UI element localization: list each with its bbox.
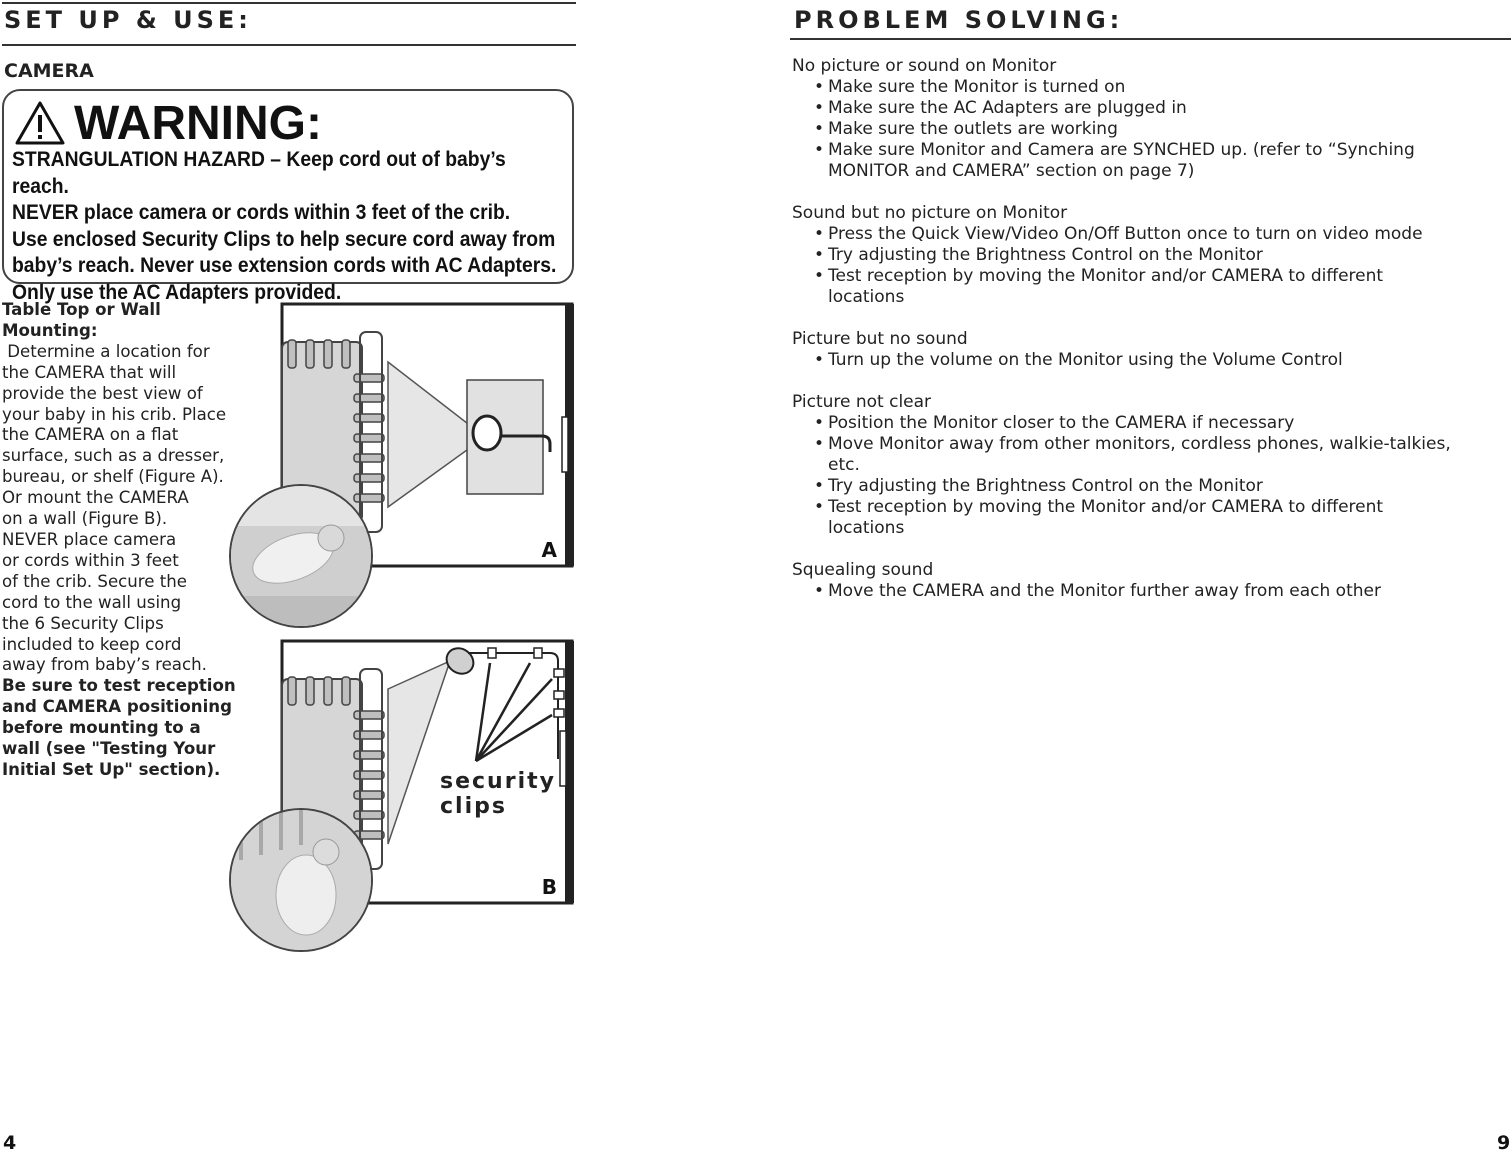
- solution-line: Try adjusting the Brightness Control on the Monitor: [828, 245, 1263, 265]
- mounting-line: the 6 Security Clips: [2, 613, 164, 633]
- problem-group: [792, 56, 1504, 182]
- problem-heading: Squealing sound: [792, 560, 934, 580]
- warning-triangle-icon: [14, 100, 66, 146]
- solution-line: Move Monitor away from other monitors, cordless phones, walkie-talkies,: [828, 434, 1451, 454]
- bullet-icon: •: [814, 413, 825, 433]
- solution-item: [792, 497, 1504, 539]
- solution-list: [792, 224, 1504, 308]
- section-title: PROBLEM SOLVING:: [794, 6, 1124, 34]
- problem-group: [792, 329, 1504, 371]
- solution-item: [792, 476, 1504, 497]
- problem-group: [792, 203, 1504, 308]
- left-page: [0, 0, 580, 1154]
- right-page: [790, 0, 1511, 1154]
- mounting-line: of the crib. Secure the: [2, 571, 187, 591]
- mounting-note: Initial Set Up" section).: [2, 759, 221, 779]
- bullet-icon: •: [814, 266, 825, 286]
- security-clips-label-line: security: [440, 769, 556, 794]
- mounting-line: your baby in his crib. Place: [2, 404, 227, 424]
- security-clips-label: [440, 769, 556, 819]
- solution-item: [792, 434, 1504, 476]
- mounting-line: on a wall (Figure B).: [2, 509, 168, 529]
- solution-line: Try adjusting the Brightness Control on the Monitor: [828, 476, 1263, 496]
- solution-item: [792, 581, 1504, 602]
- solution-line: locations: [828, 287, 905, 307]
- problem-heading: Picture not clear: [792, 392, 932, 412]
- bullet-icon: •: [814, 245, 825, 265]
- problem-heading: Sound but no picture on Monitor: [792, 203, 1068, 223]
- bullet-icon: •: [814, 98, 825, 118]
- mounting-line: surface, such as a dresser,: [2, 446, 225, 466]
- warning-line: Only use the AC Adapters provided.: [12, 280, 342, 304]
- warning-line: baby’s reach. Never use extension cords with AC Adapters.: [12, 254, 557, 277]
- sleeping-baby-photo: [229, 808, 373, 952]
- mounting-line: NEVER place camera: [2, 529, 177, 549]
- mounting-line: away from baby’s reach.: [2, 655, 207, 675]
- bullet-icon: •: [814, 497, 825, 517]
- mounting-line: or cords within 3 feet: [2, 550, 179, 570]
- solution-list: [792, 77, 1504, 182]
- solution-line: Make sure Monitor and Camera are SYNCHED up. (refer to “Synching: [828, 140, 1415, 160]
- solution-line: Test reception by moving the Monitor and/or CAMERA to different: [828, 266, 1384, 286]
- solution-line: etc.: [828, 455, 860, 475]
- mounting-line: Or mount the CAMERA: [2, 488, 189, 508]
- page-number: 4: [3, 1132, 17, 1154]
- solution-line: locations: [828, 518, 905, 538]
- bullet-icon: •: [814, 350, 825, 370]
- solution-list: [792, 581, 1504, 602]
- top-rule: [2, 2, 576, 4]
- title-rule: [2, 44, 576, 46]
- bullet-icon: •: [814, 581, 825, 601]
- problem-group: [792, 392, 1504, 539]
- solution-line: Make sure the Monitor is turned on: [828, 77, 1126, 97]
- solution-line: Test reception by moving the Monitor and/or CAMERA to different: [828, 497, 1384, 517]
- warning-line: STRANGULATION HAZARD – Keep cord out of baby’s reach.: [12, 148, 506, 198]
- solution-item: [792, 350, 1504, 371]
- mounting-line: the CAMERA that will: [2, 362, 177, 382]
- bullet-icon: •: [814, 119, 825, 139]
- sleeping-baby-photo: [229, 484, 373, 628]
- mounting-note: wall (see "Testing Your: [2, 739, 216, 759]
- warning-box: [2, 89, 574, 304]
- solution-line: Make sure the AC Adapters are plugged in: [828, 98, 1187, 118]
- mounting-line: provide the best view of: [2, 383, 203, 403]
- mounting-instructions: [2, 300, 252, 781]
- solution-item: [792, 266, 1504, 308]
- problem-solving-list: [792, 56, 1504, 623]
- solution-item: [792, 245, 1504, 266]
- warning-title: WARNING:: [74, 96, 322, 150]
- bullet-icon: •: [814, 434, 825, 454]
- solution-item: [792, 119, 1504, 140]
- warning-line: NEVER place camera or cords within 3 feet of the crib.: [12, 201, 511, 224]
- section-title: SET UP & USE:: [4, 6, 252, 34]
- title-rule: [790, 38, 1511, 40]
- problem-group: [792, 560, 1504, 602]
- solution-line: Turn up the volume on the Monitor using the Volume Control: [828, 350, 1343, 370]
- warning-text: [12, 147, 568, 306]
- figure-b-letter: B: [541, 875, 557, 899]
- figure-a-letter: A: [541, 538, 557, 562]
- mounting-line: bureau, or shelf (Figure A).: [2, 467, 224, 487]
- problem-heading: Picture but no sound: [792, 329, 968, 349]
- solution-list: [792, 350, 1504, 371]
- mounting-note: Be sure to test reception: [2, 676, 236, 696]
- solution-line: Move the CAMERA and the Monitor further away from each other: [828, 581, 1381, 601]
- problem-heading: No picture or sound on Monitor: [792, 56, 1057, 76]
- mounting-line: included to keep cord: [2, 634, 182, 654]
- solution-item: [792, 77, 1504, 98]
- mounting-heading: Mounting:: [2, 320, 98, 340]
- solution-item: [792, 140, 1504, 182]
- security-clips-label-line: clips: [440, 794, 507, 819]
- mounting-note: before mounting to a: [2, 718, 201, 738]
- solution-item: [792, 98, 1504, 119]
- solution-list: [792, 413, 1504, 539]
- bullet-icon: •: [814, 77, 825, 97]
- camera-subheading: CAMERA: [4, 60, 94, 82]
- mounting-line: cord to the wall using: [2, 592, 182, 612]
- mounting-heading: Table Top or Wall: [2, 300, 161, 319]
- warning-line: Use enclosed Security Clips to help secure cord away from: [12, 227, 556, 251]
- solution-item: [792, 413, 1504, 434]
- solution-line: Press the Quick View/Video On/Off Button once to turn on video mode: [828, 224, 1423, 244]
- solution-line: Make sure the outlets are working: [828, 119, 1118, 139]
- bullet-icon: •: [814, 140, 825, 160]
- mounting-line: Determine a location for: [2, 341, 210, 361]
- solution-item: [792, 224, 1504, 245]
- bullet-icon: •: [814, 224, 825, 244]
- mounting-line: the CAMERA on a flat: [2, 425, 179, 445]
- page-number: 9: [1497, 1132, 1511, 1154]
- solution-line: Position the Monitor closer to the CAMERA if necessary: [828, 413, 1295, 433]
- solution-line: MONITOR and CAMERA” section on page 7): [828, 161, 1195, 181]
- warning-header: [14, 97, 322, 149]
- mounting-note: and CAMERA positioning: [2, 697, 232, 717]
- bullet-icon: •: [814, 476, 825, 496]
